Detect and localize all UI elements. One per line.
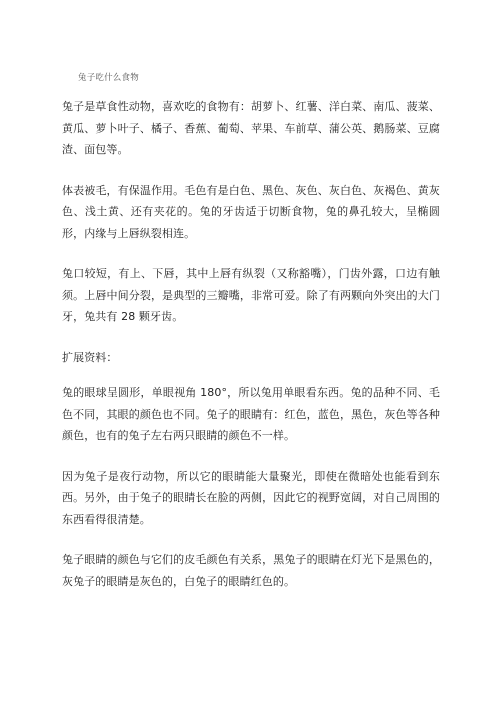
- paragraph-diet: 兔子是草食性动物，喜欢吃的食物有：胡萝卜、红薯、洋白菜、南瓜、菠菜、黄瓜、萝卜叶子、橘子、香蕉、葡萄、苹果、车前草、蒲公英、鹅肠菜、豆腐渣、面包等。: [62, 100, 440, 156]
- document-title: 兔子吃什么食物: [78, 73, 139, 83]
- document-body: [62, 96, 440, 611]
- paragraph-eyes: 兔的眼球呈圆形，单眼视角 180°，所以兔用单眼看东西。兔的品种不同、毛色不同，其眼的颜色也不同。兔子的眼睛有：红色，蓝色，黑色，灰色等各种颜色，也有的兔子左右两只眼睛的颜色不一样。: [62, 386, 440, 442]
- paragraph-night-vision: 因为兔子是夜行动物，所以它的眼睛能大量聚光，即使在微暗处也能看到东西。另外，由于兔子的眼睛长在脸的两侧，因此它的视野宽阔，对自己周围的东西看得很清楚。: [62, 469, 440, 526]
- paragraph-mouth: 兔口较短，有上、下唇，其中上唇有纵裂（又称豁嘴），门齿外露，口边有触须。上唇中间分裂，是典型的三瓣嘴，非常可爱。除了有两颗向外突出的大门牙，兔共有 28 颗牙齿。: [62, 267, 440, 323]
- paragraph-eye-color: 兔子眼睛的颜色与它们的皮毛颜色有关系，黑兔子的眼睛在灯光下是黑色的，灰兔子的眼睛是灰色的，白兔子的眼睛红色的。: [62, 553, 440, 588]
- paragraph-fur: 体表被毛，有保温作用。毛色有是白色、黑色、灰色、灰白色、灰褐色、黄灰色、浅土黄、还有夹花的。兔的牙齿适于切断食物，兔的鼻孔较大，呈椭圆形，内缘与上唇纵裂相连。: [62, 183, 440, 240]
- paragraph-extended-label: 扩展资料：: [62, 350, 118, 364]
